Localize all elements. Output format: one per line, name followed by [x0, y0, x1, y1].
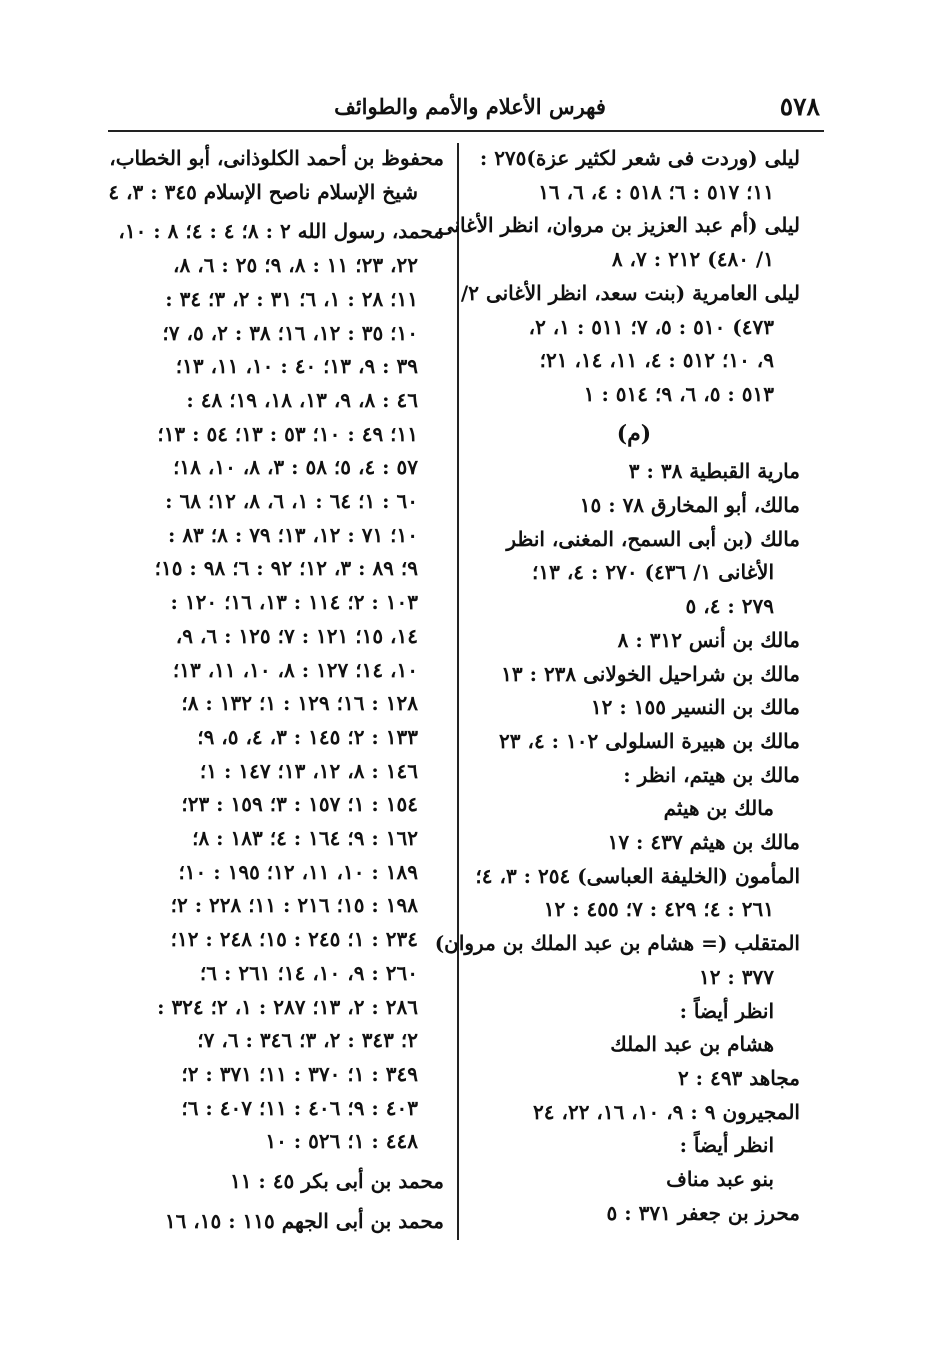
entry-continuation-line: ٣٧٧ : ١٢	[698, 964, 774, 989]
index-entry	[437, 209, 800, 276]
index-entry	[468, 1062, 800, 1096]
entry-continuation-line: ٣٤٩ : ١؛ ٣٧٠ : ١١؛ ٣٧١ : ٢؛	[181, 1061, 418, 1086]
entry-continuation-line: ٦٠ : ١؛ ٦٤ : ١، ٦، ٨، ١٢؛ ٦٨ :	[165, 489, 418, 514]
index-entry	[468, 759, 800, 826]
entry-continuation-line: ٤٧٣) ٥١٠ : ٥، ٧؛ ٥١١ : ١، ٢،	[528, 314, 774, 339]
entry-continuation-line: ١١؛ ٢٨ : ١، ٦؛ ٣١ : ٢، ٣؛ ٣٤ :	[165, 286, 418, 311]
entry-continuation-line: الأغانى ١/ ٤٣٦) ٢٧٠ : ٤، ١٣؛	[532, 560, 774, 585]
entry-continuation-line: ١٠؛ ٧١ : ١٢، ١٣؛ ٧٩ : ٨؛ ٨٣ :	[167, 522, 418, 547]
entry-continuation-line: ٤٦ : ٨، ٩، ١٣، ١٨، ١٩؛ ٤٨ :	[186, 387, 418, 412]
entry-heading-line: ليلى العامرية (بنت سعد، انظر الأغانى ٢/	[460, 280, 800, 305]
entry-continuation-line: ٣٩ : ٩، ١٣؛ ٤٠ : ١٠، ١١، ١٣؛	[175, 354, 418, 379]
entry-continuation-line: ٩، ١٠؛ ٥١٢ : ٤، ١١، ١٤، ٢١؛	[539, 348, 774, 373]
entry-heading-line: المأمون (الخليفة العباسى) ٢٥٤ : ٣، ٤؛	[475, 863, 800, 888]
entry-heading-line: مالك بن أنس ٣١٢ : ٨	[617, 627, 800, 652]
entry-continuation-line: ٥١٣ : ٥، ٦، ٩؛ ٥١٤ : ١	[583, 381, 774, 406]
entry-continuation-line: انظر أيضاً :	[679, 1133, 774, 1158]
index-entry	[468, 142, 800, 209]
index-entry	[468, 624, 800, 658]
section-letter-mim: (م)	[616, 420, 652, 447]
entry-continuation-line: ١٩٨ : ١٥؛ ٢١٦ : ١١؛ ٢٢٨ : ٢؛	[170, 893, 418, 918]
entry-heading-line: ليلى (أم عبد العزيز بن مروان، انظر الأغانى	[437, 213, 800, 238]
running-head-title: فهرس الأعلام والأمم والطوائف	[334, 94, 606, 119]
index-entry	[468, 455, 800, 489]
entry-continuation-line: ١٠٣ : ٢؛ ١١٤ : ١٣، ١٦؛ ١٢٠ :	[170, 590, 418, 615]
entry-heading-line: محمد بن أبى الجهم ١١٥ : ١٥، ١٦	[164, 1208, 444, 1233]
entry-continuation-line: ٤٤٨ : ١؛ ٥٢٦ : ١٠	[265, 1129, 418, 1154]
index-entry	[108, 215, 444, 1159]
index-entry	[108, 1165, 444, 1199]
entry-continuation-line: ١٤، ١٥؛ ١٢١ : ٧؛ ١٢٥ : ٦، ٩،	[175, 623, 418, 648]
index-entry	[460, 277, 800, 412]
index-entry	[468, 1197, 800, 1231]
entry-continuation-line: ٢٦١ : ٤؛ ٤٢٩ : ٧؛ ٤٥٥ : ١٢	[543, 897, 774, 922]
entries-group-after	[434, 455, 800, 1230]
index-entry	[434, 927, 800, 1062]
entry-heading-line: محمد بن أبى بكر ٤٥ : ١١	[229, 1169, 444, 1194]
entry-continuation-line: مالك بن هيثم	[663, 796, 774, 821]
entry-continuation-line: ٩؛ ٨٩ : ٣، ١٢؛ ٩٢ : ٦؛ ٩٨ : ١٥؛	[154, 556, 418, 581]
entry-continuation-line: ٢٦٠ : ٩، ١٠، ١٤؛ ٢٦١ : ٦؛	[199, 960, 418, 985]
entry-heading-line: المتقلب (= هشام بن عبد الملك بن مروان)	[434, 931, 800, 956]
entry-heading-line: مالك بن هبيرة السلولى ١٠٢ : ٤، ٢٣	[499, 728, 800, 753]
entry-continuation-line: ١٨٩ : ١٠، ١١، ١٢؛ ١٩٥ : ١٠؛	[178, 859, 418, 884]
column-divider	[457, 143, 459, 1240]
entry-heading-line: ليلى (وردت فى شعر لكثير عزة)٢٧٥ :	[479, 146, 800, 170]
entry-continuation-line: ٤٠٣ : ٩؛ ٤٠٦ : ١١؛ ٤٠٧ : ٦؛	[181, 1095, 418, 1120]
entry-continuation-line: ٢؛ ٣٤٣ : ٢، ٣؛ ٣٤٦ : ٦، ٧؛	[197, 1028, 418, 1053]
index-entry	[468, 691, 800, 725]
index-entry	[468, 1096, 800, 1197]
entry-heading-line: مالك بن النسير ١٥٥ : ١٢	[590, 695, 800, 720]
entry-continuation-line: ١/ ٤٨٠) ٢١٢ : ٧، ٨	[611, 247, 774, 272]
entry-continuation-line: ١١؛ ٥١٧ : ٦؛ ٥١٨ : ٤، ٦، ١٦	[538, 179, 774, 204]
entry-heading-line: محمد، رسول الله ٢ : ٨؛ ٤ : ٤؛ ٨ : ١٠،	[118, 219, 444, 244]
index-column-left	[108, 142, 444, 1239]
index-entry	[468, 489, 800, 523]
index-entry	[468, 658, 800, 692]
entry-continuation-line: ١١؛ ٤٩ : ١٠؛ ٥٣ : ١٣؛ ٥٤ : ١٣؛	[157, 421, 418, 446]
entry-heading-line: مارية القبطية ٣٨ : ٣	[628, 459, 800, 484]
entry-heading-line: مالك بن شراحيل الخولانى ٢٣٨ : ١٣	[501, 661, 800, 686]
index-column-right	[434, 142, 800, 1231]
index-entry	[468, 523, 800, 624]
entry-continuation-line: انظر أيضاً :	[679, 998, 774, 1023]
entry-continuation-line: ١٤٦ : ٨، ١٢، ١٣؛ ١٤٧ : ١؛	[199, 758, 418, 783]
entry-heading-line: مالك، أبو المخارق ٧٨ : ١٥	[579, 493, 800, 518]
entry-continuation-line: ٢٢، ٢٣؛ ١١ : ٨، ٩؛ ٢٥ : ٦، ٨،	[173, 253, 418, 278]
index-entry	[468, 826, 800, 860]
entry-continuation-line: هشام بن عبد الملك	[610, 1032, 774, 1057]
entry-continuation-line: ٢٧٩ : ٤، ٥	[685, 594, 774, 619]
header-rule	[108, 130, 824, 132]
entry-continuation-line: ٢٨٦ : ٢، ١٣؛ ٢٨٧ : ١، ٢؛ ٣٢٤ :	[157, 994, 418, 1019]
entry-heading-line: مالك (بن أبى السمح، المغنى، انظر	[506, 526, 800, 551]
entry-continuation-line: بنو عبد مناف	[666, 1167, 774, 1192]
entry-continuation-line: ١٦٢ : ٩؛ ١٦٤ : ٤؛ ١٨٣ : ٨؛	[192, 826, 418, 851]
index-entry	[468, 860, 800, 927]
entry-continuation-line: ٢٣٤ : ١؛ ٢٤٥ : ١٥؛ ٢٤٨ : ١٢؛	[170, 927, 418, 952]
entry-heading-line: محرز بن جعفر ٣٧١ : ٥	[606, 1200, 800, 1225]
page-number: ٥٧٨	[779, 92, 820, 121]
entries-group-before	[437, 142, 800, 412]
entry-continuation-line: ١٥٤ : ١؛ ١٥٧ : ٣؛ ١٥٩ : ٢٣؛	[181, 792, 418, 817]
entry-continuation-line: ١٣٣ : ٢؛ ١٤٥ : ٣، ٤، ٥، ٩؛	[197, 724, 418, 749]
index-entry	[108, 1205, 444, 1239]
entry-continuation-line: شيخ الإسلام ناصح الإسلام ٣٤٥ : ٣، ٤	[108, 179, 418, 204]
entry-heading-line: مجاهد ٤٩٣ : ٢	[677, 1065, 800, 1090]
index-entry	[108, 142, 444, 209]
index-entry	[468, 725, 800, 759]
entry-continuation-line: ١٢٨ : ١٦؛ ١٢٩ : ١؛ ١٣٢ : ٨؛	[181, 691, 418, 716]
entry-heading-line: مالك بن هيتم، انظر :	[623, 762, 800, 787]
entry-continuation-line: ٥٧ : ٤، ٥؛ ٥٨ : ٣، ٨، ١٠، ١٨؛	[173, 455, 418, 480]
entry-heading-line: المجيرون ٩ : ٩، ١٠، ١٦، ٢٢، ٢٤	[533, 1099, 800, 1124]
entry-continuation-line: ١٠، ١٤؛ ١٢٧ : ٨، ١٠، ١١، ١٣؛	[172, 657, 418, 682]
entry-heading-line: محفوظ بن أحمد الكلوذانى، أبو الخطاب،	[109, 146, 444, 170]
entry-continuation-line: ١٠؛ ٣٥ : ١٢، ١٦؛ ٣٨ : ٢، ٥، ٧؛	[162, 320, 418, 345]
entry-heading-line: مالك بن هيثم ٤٣٧ : ١٧	[607, 830, 800, 855]
